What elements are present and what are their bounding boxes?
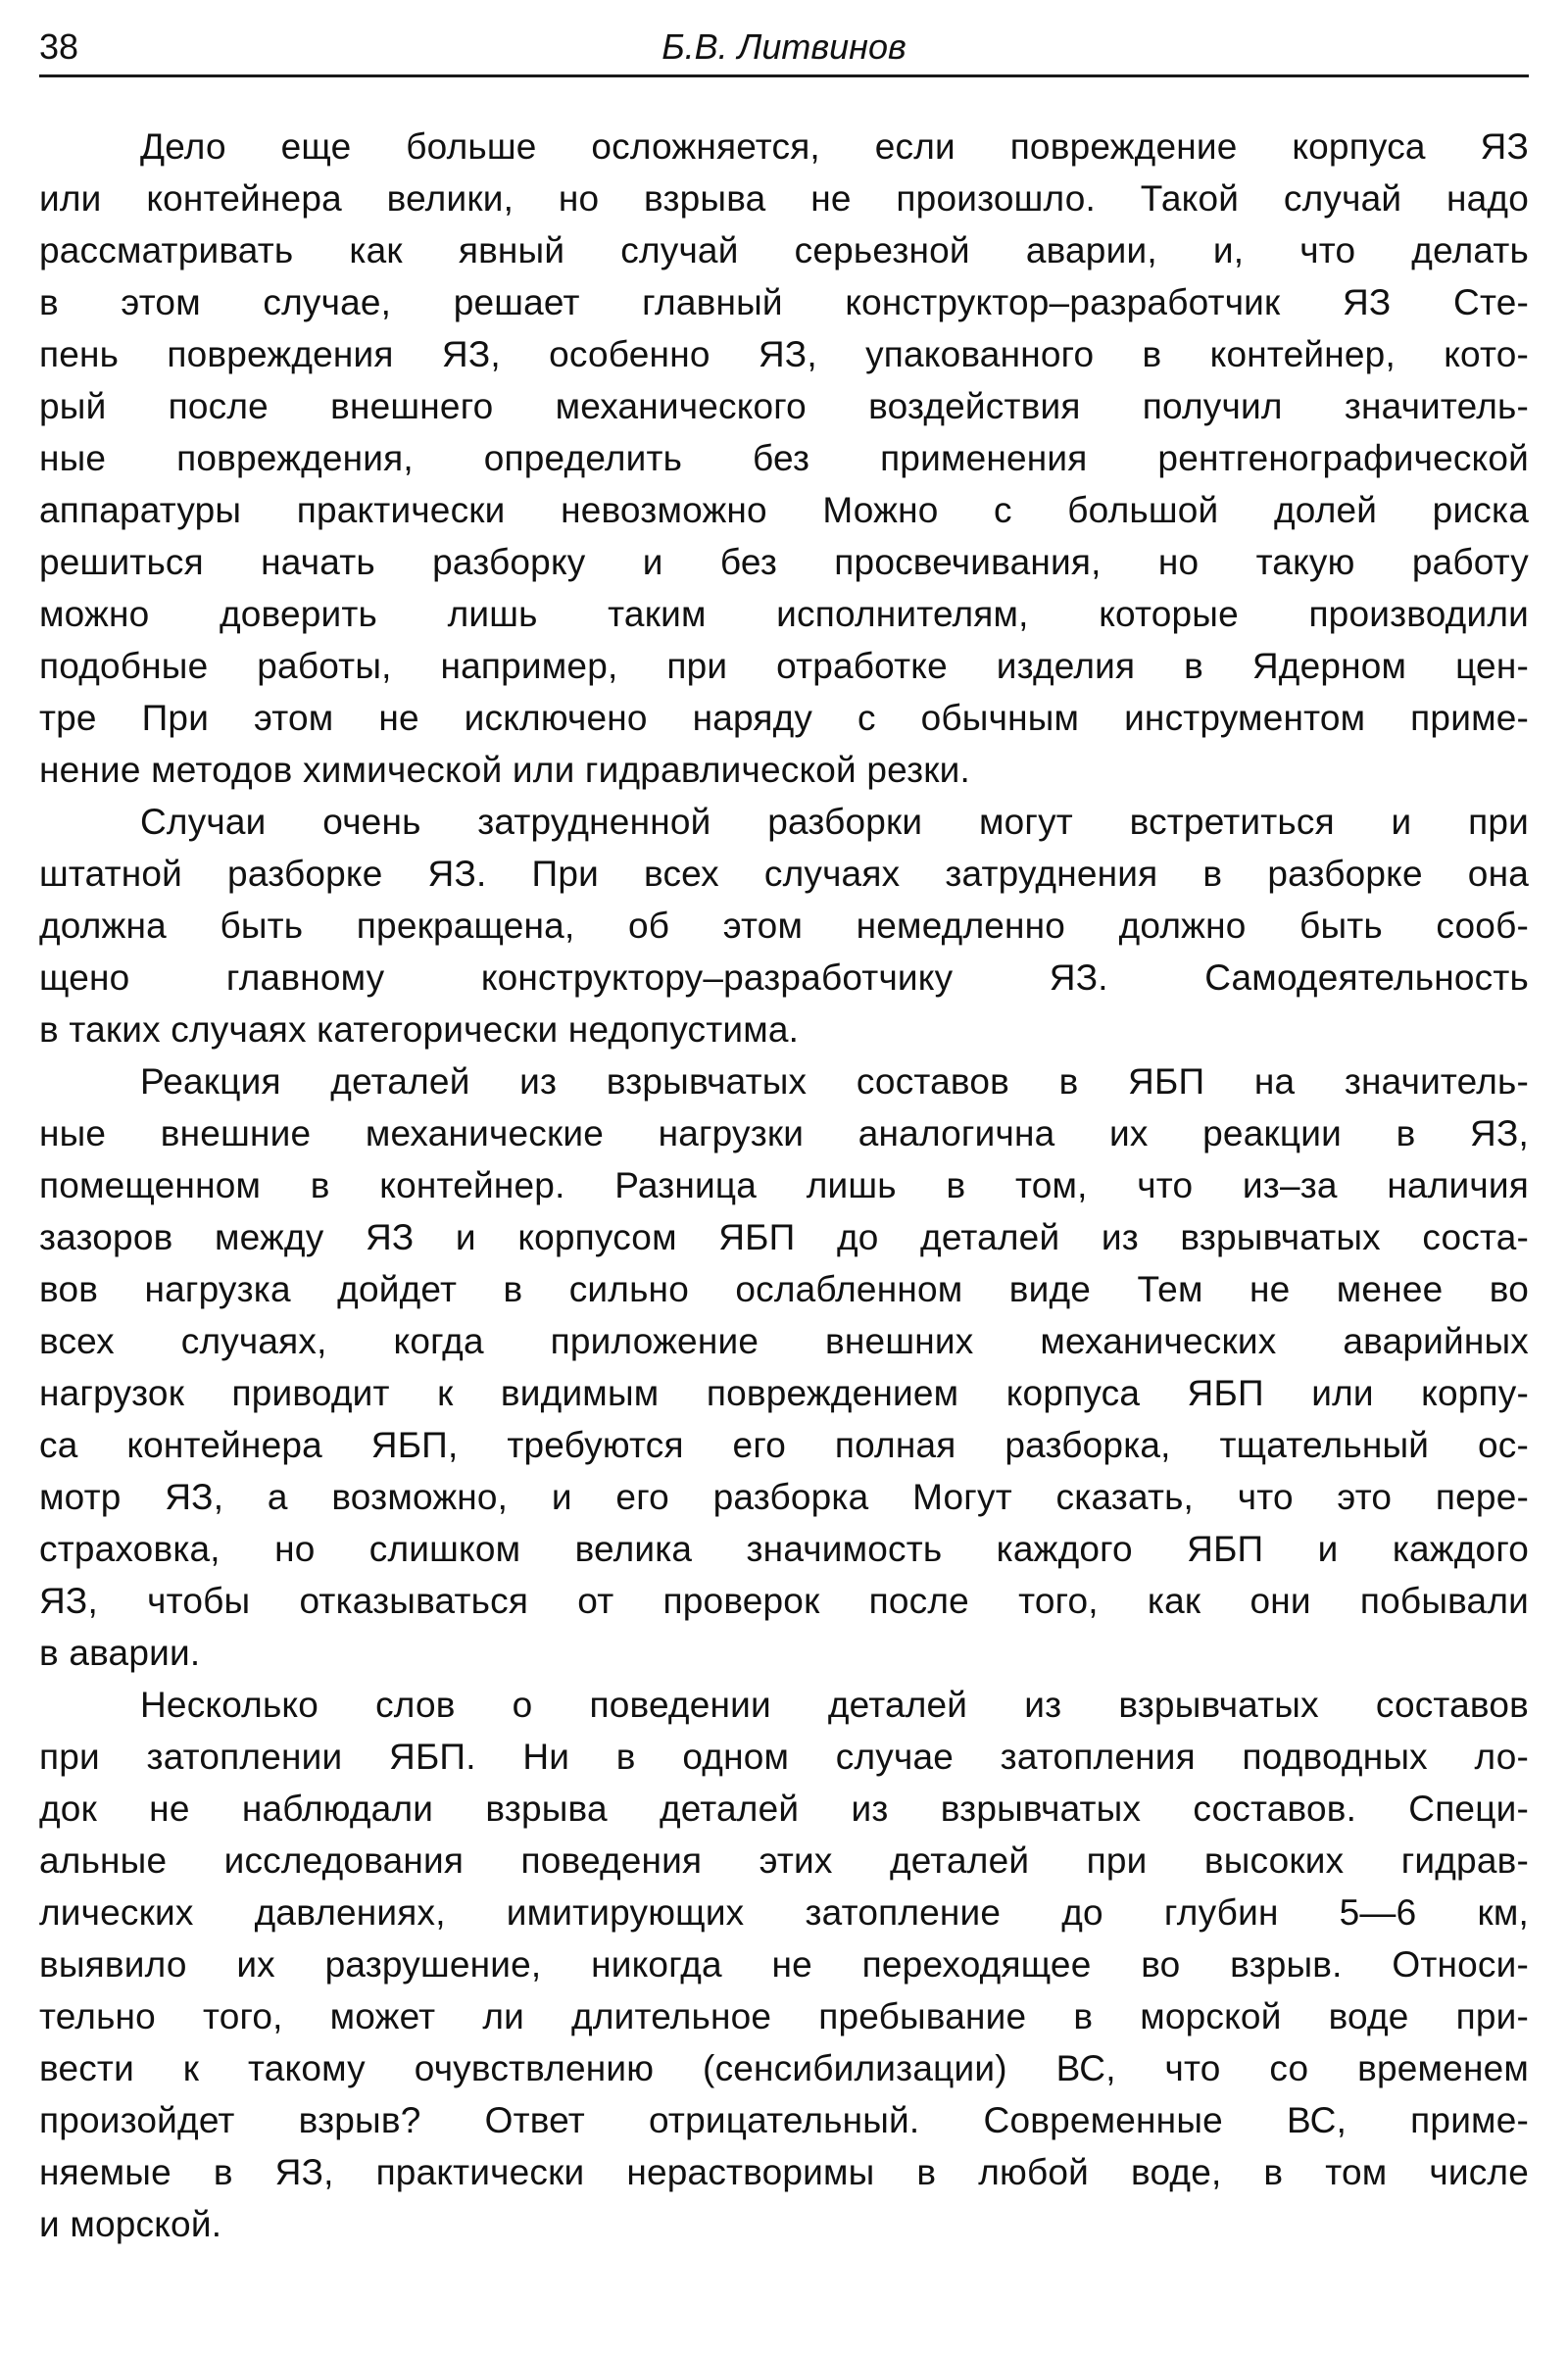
book-page xyxy=(39,24,1529,2250)
text-line: са контейнера ЯБП, требуются его полная разборка, тщательный ос- xyxy=(39,1425,1529,1465)
text-line: штатной разборке ЯЗ. При всех случаях затруднения в разборке она xyxy=(39,854,1529,894)
text-line: можно доверить лишь таким исполнителям, которые производили xyxy=(39,594,1529,634)
text-line: Случаи очень затрудненной разборки могут встретиться и при xyxy=(140,802,1529,842)
text-line: вести к такому очувствлению (сенсибилизации) ВС, что со временем xyxy=(39,2048,1529,2088)
text-line: в аварии. xyxy=(39,1633,201,1673)
text-line: вов нагрузка дойдет в сильно ослабленном виде Тем не менее во xyxy=(39,1269,1529,1309)
paragraph xyxy=(39,121,1529,796)
text-line: альные исследования поведения этих деталей при высоких гидрав- xyxy=(39,1840,1529,1881)
text-line: помещенном в контейнер. Разница лишь в том, что из–за наличия xyxy=(39,1165,1529,1205)
text-line: должна быть прекращена, об этом немедленно должно быть сооб- xyxy=(39,906,1529,946)
text-line: выявило их разрушение, никогда не переходящее во взрыв. Относи- xyxy=(39,1944,1529,1985)
text-line: решиться начать разборку и без просвечивания, но такую работу xyxy=(39,542,1529,582)
text-line: док не наблюдали взрыва деталей из взрывчатых составов. Специ- xyxy=(39,1789,1529,1829)
text-line: мотр ЯЗ, а возможно, и его разборка Могут сказать, что это пере- xyxy=(39,1477,1529,1517)
text-line: Дело еще больше осложняется, если повреждение корпуса ЯЗ xyxy=(140,126,1529,167)
text-line: аппаратуры практически невозможно Можно с большой долей риска xyxy=(39,490,1529,530)
body-text xyxy=(39,121,1529,2250)
text-line: тре При этом не исключено наряду с обычным инструментом приме- xyxy=(39,698,1529,738)
text-line: и морской. xyxy=(39,2204,222,2244)
paragraph xyxy=(39,1055,1529,1679)
page-number: 38 xyxy=(39,26,79,67)
text-line: всех случаях, когда приложение внешних механических аварийных xyxy=(39,1321,1529,1361)
text-line: рый после внешнего механического воздействия получил значитель- xyxy=(39,386,1529,426)
text-line: ЯЗ, чтобы отказываться от проверок после того, как они побывали xyxy=(39,1581,1529,1621)
text-line: Несколько слов о поведении деталей из взрывчатых составов xyxy=(140,1685,1529,1725)
text-line: рассматривать как явный случай серьезной аварии, и, что делать xyxy=(39,230,1529,270)
text-line: ные внешние механические нагрузки аналогична их реакции в ЯЗ, xyxy=(39,1113,1529,1153)
text-line: подобные работы, например, при отработке изделия в Ядерном цен- xyxy=(39,646,1529,686)
text-line: нагрузок приводит к видимым повреждением корпуса ЯБП или корпу- xyxy=(39,1373,1529,1413)
text-line: пень повреждения ЯЗ, особенно ЯЗ, упакованного в контейнер, кото- xyxy=(39,334,1529,374)
text-line: зазоров между ЯЗ и корпусом ЯБП до деталей из взрывчатых соста- xyxy=(39,1217,1529,1257)
text-line: лических давлениях, имитирующих затопление до глубин 5—6 км, xyxy=(39,1892,1529,1933)
text-line: страховка, но слишком велика значимость каждого ЯБП и каждого xyxy=(39,1529,1529,1569)
text-line: Реакция деталей из взрывчатых составов в ЯБП на значитель- xyxy=(140,1061,1529,1102)
text-line: при затоплении ЯБП. Ни в одном случае затопления подводных ло- xyxy=(39,1737,1529,1777)
text-line: или контейнера велики, но взрыва не произошло. Такой случай надо xyxy=(39,178,1529,219)
text-line: произойдет взрыв? Ответ отрицательный. Современные ВС, приме- xyxy=(39,2100,1529,2140)
paragraph xyxy=(39,796,1529,1055)
text-line: ные повреждения, определить без применения рентгенографической xyxy=(39,438,1529,478)
text-line: щено главному конструктору–разработчику ЯЗ. Самодеятельность xyxy=(39,957,1529,998)
text-line: няемые в ЯЗ, практически нерастворимы в любой воде, в том числе xyxy=(39,2152,1529,2192)
text-line: в этом случае, решает главный конструктор–разработчик ЯЗ Сте- xyxy=(39,282,1529,322)
paragraph xyxy=(39,1679,1529,2250)
text-line: нение методов химической или гидравлической резки. xyxy=(39,750,971,790)
text-line: тельно того, может ли длительное пребывание в морской воде при- xyxy=(39,1996,1529,2036)
running-title: Б.В. Литвинов xyxy=(662,26,906,67)
text-line: в таких случаях категорически недопустима. xyxy=(39,1009,800,1050)
page-header xyxy=(39,24,1529,77)
